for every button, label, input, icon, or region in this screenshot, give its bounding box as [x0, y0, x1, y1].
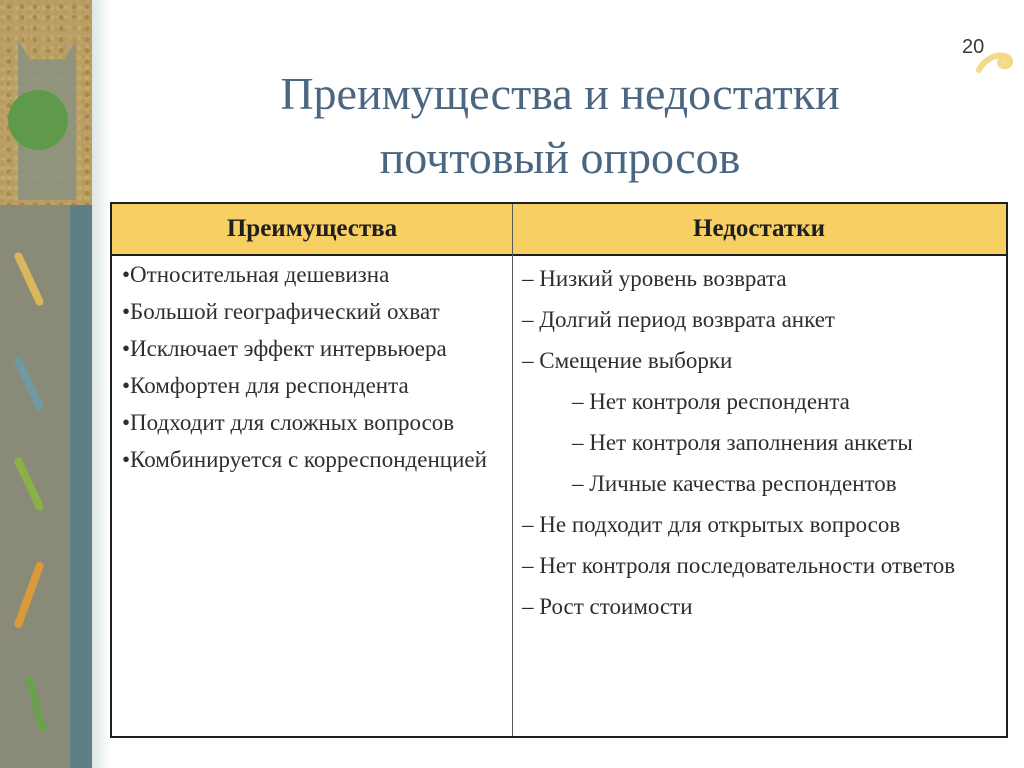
disadvantage-item: – Долгий период возврата анкет	[522, 307, 835, 332]
advantage-item: •Комфортен для респондента	[122, 373, 409, 398]
advantage-item: •Большой географический охват	[122, 299, 440, 324]
header-disadvantages: Недостатки	[693, 215, 825, 242]
comparison-table	[110, 202, 1008, 738]
column-divider	[512, 204, 513, 736]
disadvantage-subitem: – Нет контроля респондента	[572, 389, 850, 414]
table-header-row	[112, 204, 1006, 256]
advantage-item: •Относительная дешевизна	[122, 262, 390, 287]
disadvantage-item: – Смещение выборки	[522, 348, 733, 373]
decorative-side-strip	[0, 0, 110, 768]
disadvantage-item: – Рост стоимости	[522, 594, 693, 619]
advantages-column	[122, 260, 502, 482]
disadvantage-subitem: – Нет контроля заполнения анкеты	[572, 430, 913, 455]
swirl-icon	[975, 44, 1015, 78]
header-advantages: Преимущества	[226, 215, 398, 242]
advantage-item: •Подходит для сложных вопросов	[122, 410, 455, 435]
decorative-circle	[8, 90, 68, 150]
decorative-band	[70, 205, 92, 768]
disadvantage-item: – Нет контроля последовательности ответов	[522, 553, 956, 578]
advantage-item: •Исключает эффект интервьюера	[122, 336, 447, 361]
disadvantages-column	[522, 264, 1006, 633]
slide-number: 20	[962, 36, 985, 58]
title-line-2: почтовый опросов	[379, 132, 741, 183]
decorative-fade	[92, 0, 110, 768]
page-title	[150, 62, 970, 190]
disadvantage-item: – Низкий уровень возврата	[522, 266, 787, 291]
advantage-item: •Комбинируется с корреспонденцией	[122, 447, 487, 472]
disadvantage-subitem: – Личные качества респондентов	[572, 471, 897, 496]
title-line-1: Преимущества и недостатки	[280, 68, 840, 119]
disadvantage-item: – Не подходит для открытых вопросов	[522, 512, 901, 537]
